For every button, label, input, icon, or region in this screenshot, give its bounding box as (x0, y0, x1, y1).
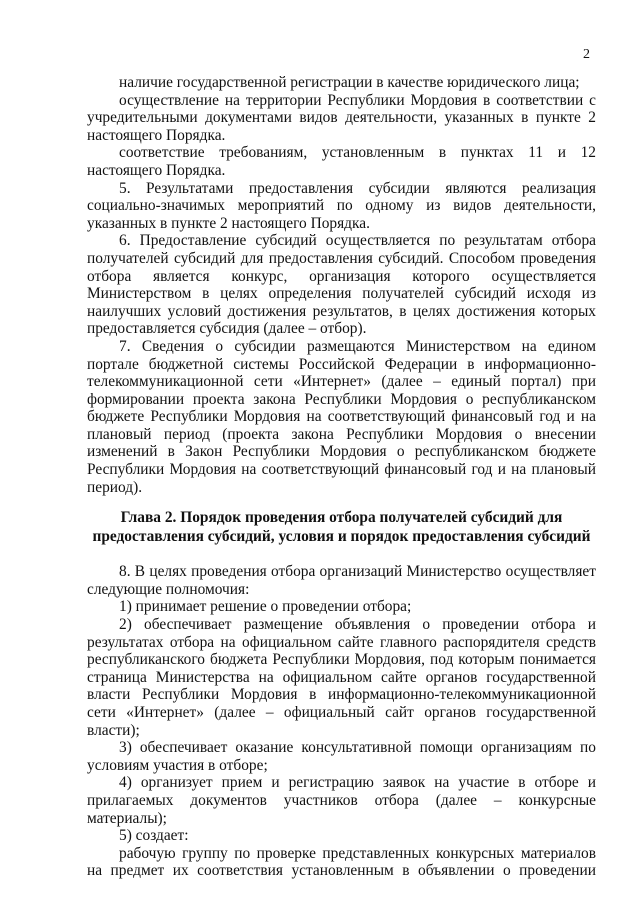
page-number: 2 (583, 47, 590, 62)
paragraph: 5. Результатами предоставления субсидии являются реализация социально-значимых мероприятий по одному из видов деятельности, указанных в пункте 2 настоящего Порядка. (87, 179, 596, 232)
paragraph: 2) обеспечивает размещение объявления о проведении отбора и результатах отбора на официальном сайте главного распорядителя средств республиканского бюджета Республики Мордовия, под которым понимается страница Министерства на официальном сайте органов государственной власти Республики Мордовия в информационно-телекоммуникационной сети «Интернет» (далее – официальный сайт органов государственной власти); (87, 616, 596, 739)
paragraph: 8. В целях проведения отбора организаций Министерство осуществляет следующие полномочия: (87, 563, 596, 598)
paragraph: 3) обеспечивает оказание консультативной помощи организациям по условиям участия в отборе; (87, 739, 596, 774)
paragraph: соответствие требованиям, установленным в пунктах 11 и 12 настоящего Порядка. (87, 144, 596, 179)
paragraph: осуществление на территории Республики Мордовия в соответствии с учредительными документами видов деятельности, указанных в пункте 2 настоящего Порядка. (87, 91, 596, 144)
paragraph: 5) создает: (119, 827, 189, 845)
chapter-heading: Глава 2. Порядок проведения отбора получателей субсидий для предоставления субсидий, условия и порядок предоставления субсидий (92, 509, 591, 545)
paragraph: наличие государственной регистрации в качестве юридического лица; (119, 74, 580, 91)
paragraph: 7. Сведения о субсидии размещаются Министерством на едином портале бюджетной системы Российской Федерации в информационно-телекоммуникационной сети «Интернет» (далее – единый портал) при формировании проекта закона Республики Мордовия о республиканском бюджете Республики Мордовия на соответствующий финансовый год и на плановый период (проекта закона Республики Мордовия о внесении изменений в Закон Республики Мордовия о республиканском бюджете Республики Мордовия на соответствующий финансовый год и на плановый период). (87, 337, 596, 496)
paragraph: 6. Предоставление субсидий осуществляется по результатам отбора получателей субсидий для предоставления субсидий. Способом проведения отбора является конкурс, организация которого осуществляется Министерством в целях определения получателей субсидий исходя из наилучших условий достижения результатов, в целях достижения которых предоставляется субсидия (далее – отбор). (87, 232, 596, 338)
paragraph: рабочую группу по проверке представленных конкурсных материалов на предмет их соответствия установленным в объявлении о проведении (87, 844, 596, 880)
document-body (87, 74, 596, 880)
paragraph: 1) принимает решение о проведении отбора; (119, 598, 412, 616)
paragraph: 4) организует прием и регистрацию заявок на участие в отборе и прилагаемых документов участников отбора (далее – конкурсные материалы); (87, 774, 596, 827)
